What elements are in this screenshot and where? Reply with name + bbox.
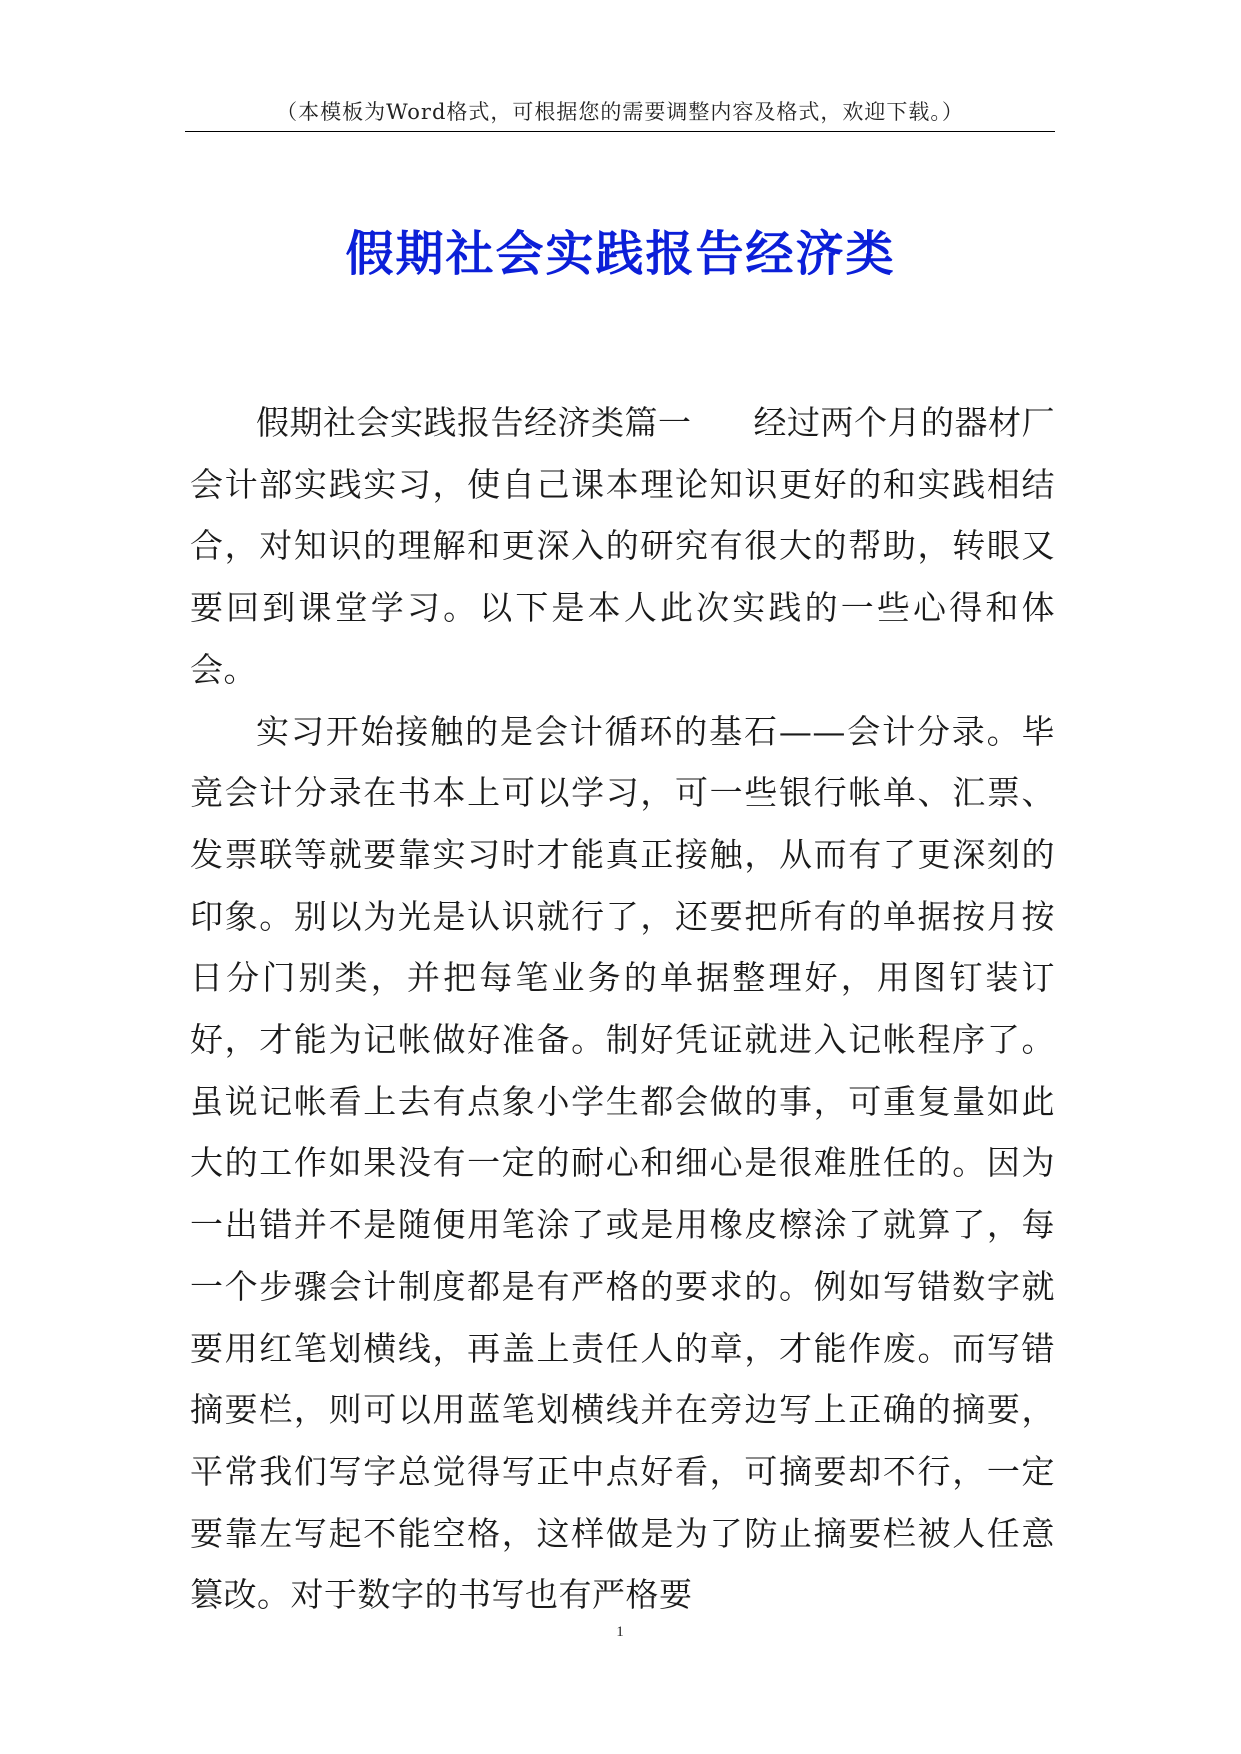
document-title: 假期社会实践报告经济类 (345, 226, 896, 282)
header-note: （本模板为Word格式，可根据您的需要调整内容及格式，欢迎下载。） (276, 100, 964, 124)
paragraph-1 (190, 392, 1055, 701)
page-number: 1 (616, 1624, 624, 1640)
paragraph-1-text: 经过两个月的器材厂会计部实践实习，使自己课本理论知识更好的和实践相结合，对知识的理解和更深入的研究有很大的帮助，转眼又要回到课堂学习。以下是本人此次实践的一些心得和体会。 (190, 403, 1055, 689)
document-body (190, 392, 1055, 1626)
paragraph-2: 实习开始接触的是会计循环的基石——会计分录。毕竟会计分录在书本上可以学习，可一些银行帐单、汇票、发票联等就要靠实习时才能真正接触，从而有了更深刻的印象。别以为光是认识就行了，还要把所有的单据按月按日分门别类，并把每笔业务的单据整理好，用图钉装订好，才能为记帐做好准备。制好凭证就进入记帐程序了。虽说记帐看上去有点象小学生都会做的事，可重复量如此大的工作如果没有一定的耐心和细心是很难胜任的。因为一出错并不是随便用笔涂了或是用橡皮檫涂了就算了，每一个步骤会计制度都是有严格的要求的。例如写错数字就要用红笔划横线，再盖上责任人的章，才能作废。而写错摘要栏，则可以用蓝笔划横线并在旁边写上正确的摘要，平常我们写字总觉得写正中点好看，可摘要却不行，一定要靠左写起不能空格，这样做是为了防止摘要栏被人任意篡改。对于数字的书写也有严格要 (190, 711, 1055, 1615)
header-rule (185, 131, 1055, 132)
section-heading: 假期社会实践报告经济类篇一 (256, 403, 692, 442)
